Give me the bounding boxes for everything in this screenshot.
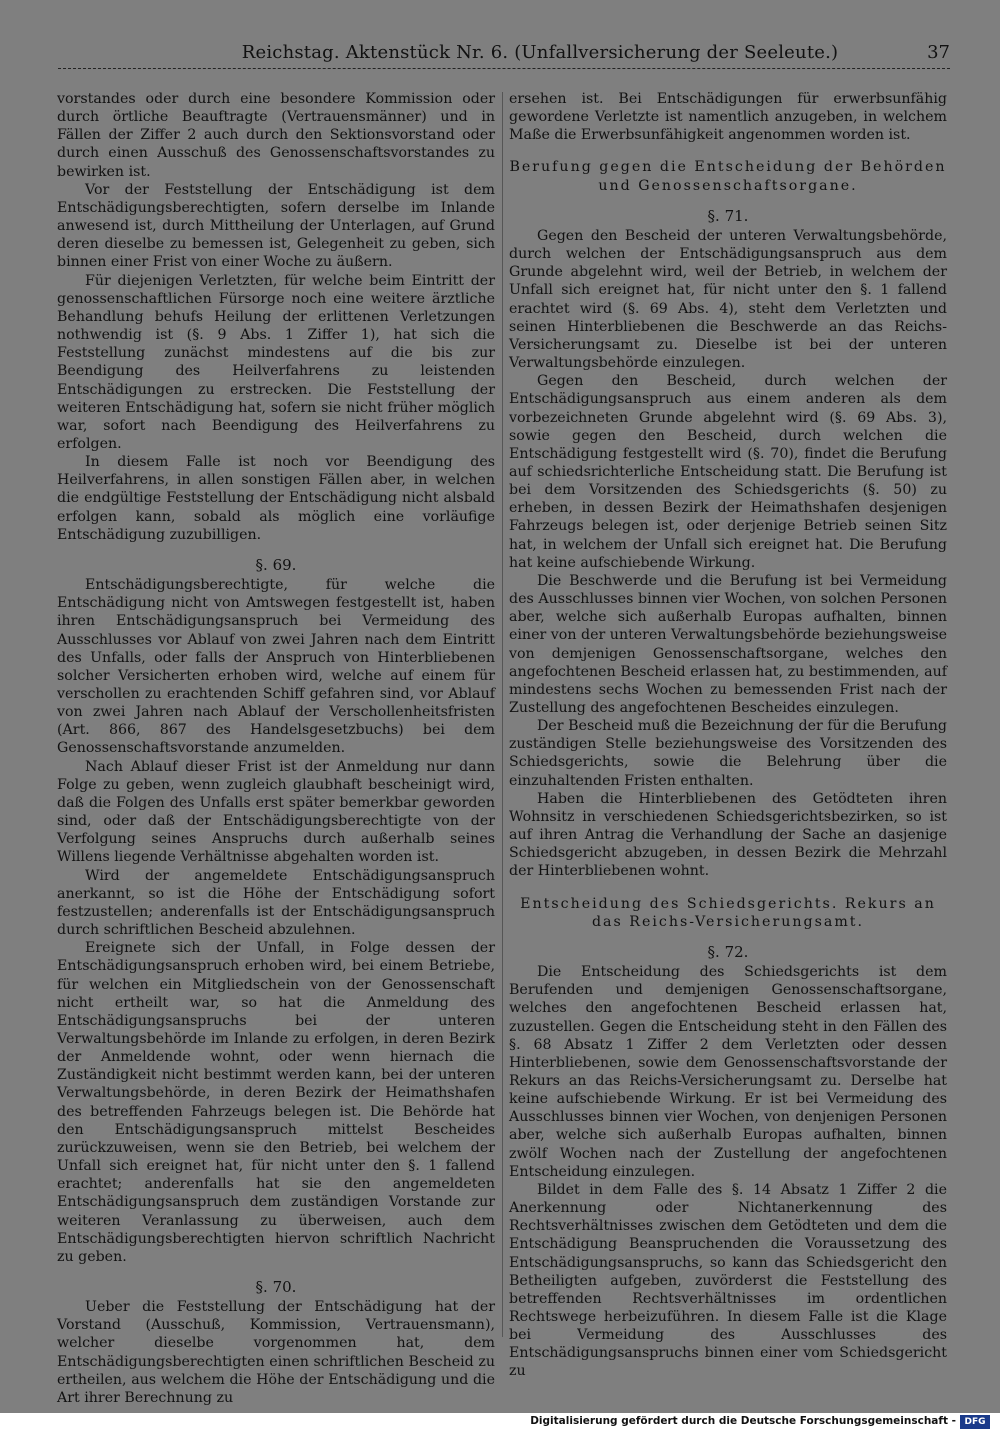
- paragraph: In diesem Falle ist noch vor Beendigung des Heilverfahrens, in allen sonstigen Fällen aber, in welchen die endgültige Feststellung der Entschädigung nicht alsbald erfolgen kann, sobald als möglich eine vorläufige Entschädigung zuzubilligen.: [57, 454, 495, 543]
- paragraph: Bildet in dem Falle des §. 14 Absatz 1 Ziffer 2 die Anerkennung oder Nichtanerkennung des Rechtsverhältnisses zwischen dem Getödteten und dem die Entschädigung Beanspruchenden die Voraussetzung des Entschädigungsanspruchs, so kann das Schiedsgericht den Betheiligten aufgeben, zuvörderst die Feststellung des betreffenden Rechtsverhältnisses im ordentlichen Rechtswege herbeizuführen. In diesem Falle ist die Klage bei Vermeidung des Ausschlusses des Entschädigungsanspruchs binnen einer vom Schiedsgericht zu: [509, 1181, 947, 1380]
- column-divider: [502, 92, 503, 1337]
- paragraph: Nach Ablauf dieser Frist ist der Anmeldung nur dann Folge zu geben, wenn zugleich glaubhaft bescheinigt wird, daß die Folgen des Unfalls erst später bemerkbar geworden sind, oder daß der Entschädigungsberechtigte von der Verfolgung seines Anspruchs durch außerhalb seines Willens liegende Verhältnisse abgehalten worden ist.: [57, 758, 495, 866]
- paragraph: Entschädigungsberechtigte, für welche die Entschädigung nicht von Amtswegen festgestellt ist, haben ihren Entschädigungsanspruch bei Vermeidung des Ausschlusses vor Ablauf von zwei Jahren nach dem Eintritt des Unfalls, oder falls der Anspruch von Hinterbliebenen solcher Versicherten erhoben wird, welche auf einem für verschollen zu erachtenden Schiff gefahren sind, vor Ablauf von zwei Jahren nach Ablauf der Verschollenheitsfristen (Art. 866, 867 des Handelsgesetzbuchs) bei dem Genossenschaftsvorstande anzumelden.: [57, 577, 495, 757]
- running-title: Reichstag. Aktenstück Nr. 6. (Unfallversicherung der Seeleute.): [241, 42, 839, 63]
- left-column: [57, 90, 495, 1407]
- section-number-71: §. 71.: [707, 206, 749, 225]
- paragraph: Wird der angemeldete Entschädigungsanspruch anerkannt, so ist die Höhe der Entschädigung sofort festzustellen; anderenfalls ist der Entschädigungsanspruch durch schriftlichen Bescheid abzulehnen.: [57, 867, 495, 939]
- digitization-footer: [0, 1413, 1000, 1432]
- page-header: [50, 42, 950, 72]
- paragraph: vorstandes oder durch eine besondere Kommission oder durch örtliche Beauftragte (Vertrauensmänner) und in Fällen der Ziffer 2 auch durch den Sektionsvorstand oder durch einen Ausschuß des Genossenschaftsvorstandes zu bewirken ist.: [57, 91, 495, 180]
- paragraph: Ereignete sich der Unfall, in Folge dessen der Entschädigungsanspruch erhoben wird, bei einem Betriebe, für welchen ein Mitgliedschein von der Genossenschaft nicht ertheilt war, so hat die Anmeldung des Entschädigungsanspruchs bei der unteren Verwaltungsbehörde im Inlande zu erfolgen, in deren Bezirk der Anmeldende wohnt, oder wenn hiernach die Zuständigkeit nicht bestimmt werden kann, bei der unteren Verwaltungsbehörde, in deren Bezirk der Heimathshafen des betreffenden Fahrzeugs belegen ist. Die Behörde hat den Entschädigungsanspruch mittelst Bescheides zurückzuweisen, wenn sie den Betrieb, bei welchem der Unfall sich ereignet hat, für nicht unter den §. 1 fallend erachtet; anderenfalls hat sie den angemeldeten Entschädigungsanspruch dem zuständigen Vorstande zur weiteren Veranlassung zu überweisen, auch dem Entschädigungsberechtigten hiervon schriftlich Nachricht zu geben.: [57, 940, 495, 1265]
- page-number: 37: [927, 42, 950, 63]
- section-heading-berufung: Berufung gegen die Entscheidung der Behörden und Genossenschaftsorgane.: [509, 159, 947, 194]
- paragraph: Die Entscheidung des Schiedsgerichts ist dem Berufenden und demjenigen Genossenschaftsorgane, welches den angefochtenen Bescheid erlassen hat, zuzustellen. Gegen die Entscheidung steht in den Fällen des §. 68 Absatz 1 Ziffer 2 dem Verletzten oder dessen Hinterbliebenen, sowie dem Genossenschaftsvorstande der Rekurs an das Reichs-Versicherungsamt zu. Derselbe hat keine aufschiebende Wirkung. Er ist bei Vermeidung des Ausschlusses binnen vier Wochen, von denjenigen Personen aber, welche sich außerhalb Europas aufhalten, binnen zwölf Wochen nach der Zustellung der angefochtenen Entscheidung einzulegen.: [509, 964, 947, 1180]
- paragraph: Der Bescheid muß die Bezeichnung der für die Berufung zuständigen Stelle beziehungsweise des Vorsitzenden des Schiedsgerichts, sowie die Belehrung über die einzuhaltenden Fristen enthalten.: [509, 718, 947, 789]
- funding-credit: Digitalisierung gefördert durch die Deutsche Forschungsgemeinschaft -: [530, 1415, 956, 1427]
- right-column: [509, 90, 947, 1381]
- section-number-70: §. 70.: [255, 1278, 297, 1296]
- paragraph: Gegen den Bescheid, durch welchen der Entschädigungsanspruch aus einem anderen als dem vorbezeichneten Grunde abgelehnt wird (§. 69 Abs. 3), sowie gegen den Bescheid, durch welchen die Entschädigung festgestellt wird (§. 70), findet die Berufung auf schiedsrichterliche Entscheidung statt. Die Berufung ist bei dem Vorsitzenden des Schiedsgerichts (§. 50) zu erheben, in dessen Bezirk der Heimathshafen desjenigen Fahrzeugs belegen ist, oder derjenige Betrieb seinen Sitz hat, in welchem der Unfall sich ereignet hat. Die Berufung hat keine aufschiebende Wirkung.: [509, 373, 947, 571]
- paragraph: ersehen ist. Bei Entschädigungen für erwerbsunfähig gewordene Verletzte ist namentlich anzugeben, in welchem Maße die Erwerbsunfähigkeit angenommen worden ist.: [509, 91, 947, 144]
- paragraph: Ueber die Feststellung der Entschädigung hat der Vorstand (Ausschuß, Kommission, Vertrauensmann), welcher dieselbe vorgenommen hat, dem Entschädigungsberechtigten einen schriftlichen Bescheid zu ertheilen, aus welchem die Höhe der Entschädigung und die Art ihrer Berechnung zu: [57, 1299, 495, 1406]
- section-number-69: §. 69.: [255, 555, 297, 574]
- dfg-logo-icon: DFG: [960, 1415, 990, 1429]
- paragraph: Die Beschwerde und die Berufung ist bei Vermeidung des Ausschlusses binnen vier Wochen, von solchen Personen aber, welche sich außerhalb Europas aufhalten, binnen einer von der unteren Verwaltungsbehörde beziehungsweise von demjenigen Genossenschaftsorgane, welches den angefochtenen Bescheid erlassen hat, zu bestimmenden, auf mindestens sechs Wochen zu bemessenden Frist nach der Zustellung des angefochtenen Bescheides einzulegen.: [509, 572, 947, 716]
- paragraph: Für diejenigen Verletzten, für welche beim Eintritt der genossenschaftlichen Fürsorge noch eine weitere ärztliche Behandlung behufs Heilung der erlittenen Verletzungen nothwendig ist (§. 9 Abs. 1 Ziffer 1), hat sich die Feststellung zunächst mindestens auf die bis zur Beendigung des Heilverfahrens zu leistenden Entschädigungen zu erstrecken. Die Feststellung der weiteren Entschädigung hat, sofern sie nicht früher möglich war, sofort nach Beendigung des Heilverfahrens zu erfolgen.: [57, 272, 495, 452]
- paragraph: Gegen den Bescheid der unteren Verwaltungsbehörde, durch welchen der Entschädigungsanspruch aus dem Grunde abgelehnt wird, weil der Betrieb, in welchem der Unfall sich ereignet hat, für nicht unter den §. 1 fallend erachtet wird (§. 69 Abs. 4), steht dem Verletzten und seinen Hinterbliebenen die Beschwerde an das Reichs-Versicherungsamt zu. Dieselbe ist bei der unteren Verwaltungsbehörde einzulegen.: [509, 227, 947, 372]
- paragraph: Haben die Hinterbliebenen des Getödteten ihren Wohnsitz in verschiedenen Schiedsgerichtsbezirken, so ist auf ihren Antrag die Verhandlung der Sache an dasjenige Schiedsgericht abzugeben, in dessen Bezirk die Mehrzahl der Hinterbliebenen wohnt.: [509, 790, 947, 880]
- header-rule: [58, 68, 950, 69]
- section-heading-entscheidung: Entscheidung des Schiedsgerichts. Rekurs an das Reichs-Versicherungsamt.: [520, 895, 936, 930]
- paragraph: Vor der Feststellung der Entschädigung ist dem Entschädigungsberechtigten, sofern derselbe im Inlande anwesend ist, durch Mittheilung der Unterlagen, auf Grund deren dieselbe zu bemessen ist, Gelegenheit zu geben, sich binnen einer Frist von einer Woche zu äußern.: [57, 181, 495, 271]
- section-number-72: §. 72.: [707, 942, 749, 961]
